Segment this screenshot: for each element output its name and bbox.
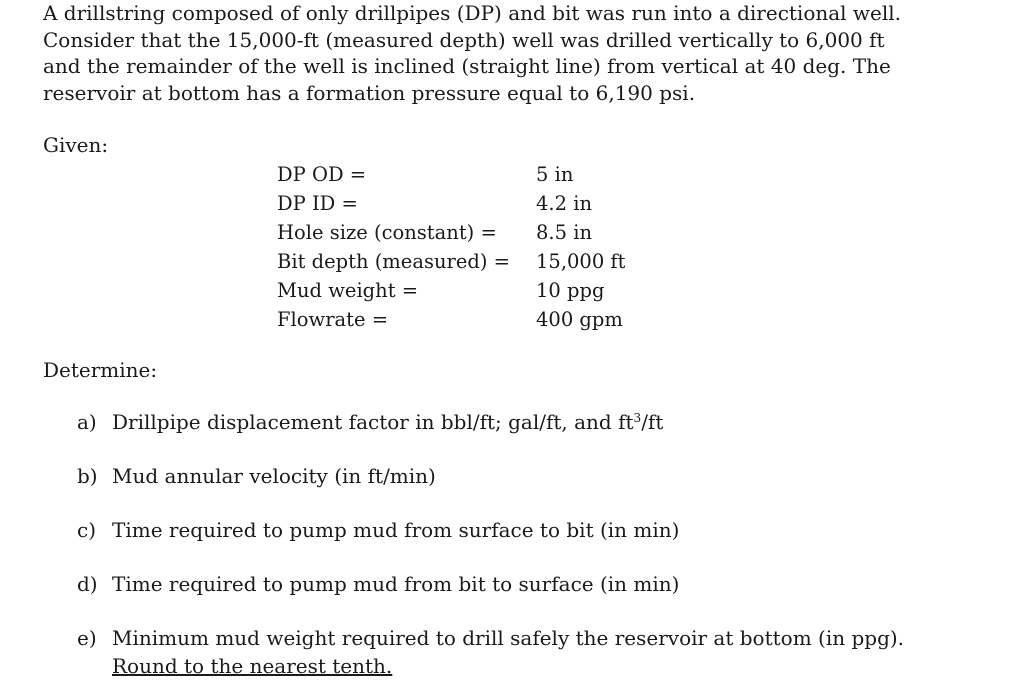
given-value-dp-od: 5 in xyxy=(536,163,574,186)
problem-line-4: reservoir at bottom has a formation pressure equal to 6,190 psi. xyxy=(43,80,696,105)
question-c xyxy=(77,516,997,570)
given-value-hole-size: 8.5 in xyxy=(536,221,593,244)
given-value-dp-id: 4.2 in xyxy=(536,192,593,215)
question-a xyxy=(77,408,997,462)
question-marker: e) xyxy=(77,626,97,650)
given-label-flowrate: Flowrate = xyxy=(277,308,389,331)
question-a-text-after: /ft xyxy=(641,410,664,434)
problem-line-2: Consider that the 15,000-ft (measured depth) well was drilled vertically to 6,000 ft xyxy=(43,27,885,52)
question-text: Time required to pump mud from bit to surface (in min) xyxy=(112,572,680,596)
question-marker: c) xyxy=(77,518,97,542)
given-label-bit-depth: Bit depth (measured) = xyxy=(277,250,511,273)
question-marker: d) xyxy=(77,572,98,596)
superscript-3: 3 xyxy=(633,411,642,425)
question-marker: b) xyxy=(77,464,98,488)
problem-line-1: A drillstring composed of only drillpipes (DP) and bit was run into a directional well. xyxy=(43,1,902,25)
question-b xyxy=(77,462,997,516)
given-label-dp-id: DP ID = xyxy=(277,192,358,215)
question-text: Mud annular velocity (in ft/min) xyxy=(112,464,436,488)
given-value-mud-weight: 10 ppg xyxy=(536,279,605,302)
question-text xyxy=(112,408,663,436)
given-heading: Given: xyxy=(43,133,109,157)
question-a-text-before: Drillpipe displacement factor in bbl/ft; gal/ft, and ft xyxy=(112,410,634,434)
question-e xyxy=(77,624,997,678)
question-list xyxy=(77,408,997,678)
given-label-dp-od: DP OD = xyxy=(277,163,367,186)
given-label-hole-size: Hole size (constant) = xyxy=(277,221,497,244)
question-e-text: Minimum mud weight required to drill safely the reservoir at bottom (in ppg). xyxy=(112,626,905,650)
given-value-bit-depth: 15,000 ft xyxy=(536,250,626,273)
question-text xyxy=(112,624,904,680)
problem-line-3: and the remainder of the well is inclined (straight line) from vertical at 40 deg. The xyxy=(43,54,891,78)
question-d xyxy=(77,570,997,624)
given-label-mud-weight: Mud weight = xyxy=(277,279,419,302)
rounding-note: Round to the nearest tenth. xyxy=(112,654,393,678)
question-text: Time required to pump mud from surface to bit (in min) xyxy=(112,518,680,542)
given-value-flowrate: 400 gpm xyxy=(536,308,623,331)
problem-statement xyxy=(43,0,1003,106)
determine-heading: Determine: xyxy=(43,358,158,382)
question-marker: a) xyxy=(77,410,97,434)
